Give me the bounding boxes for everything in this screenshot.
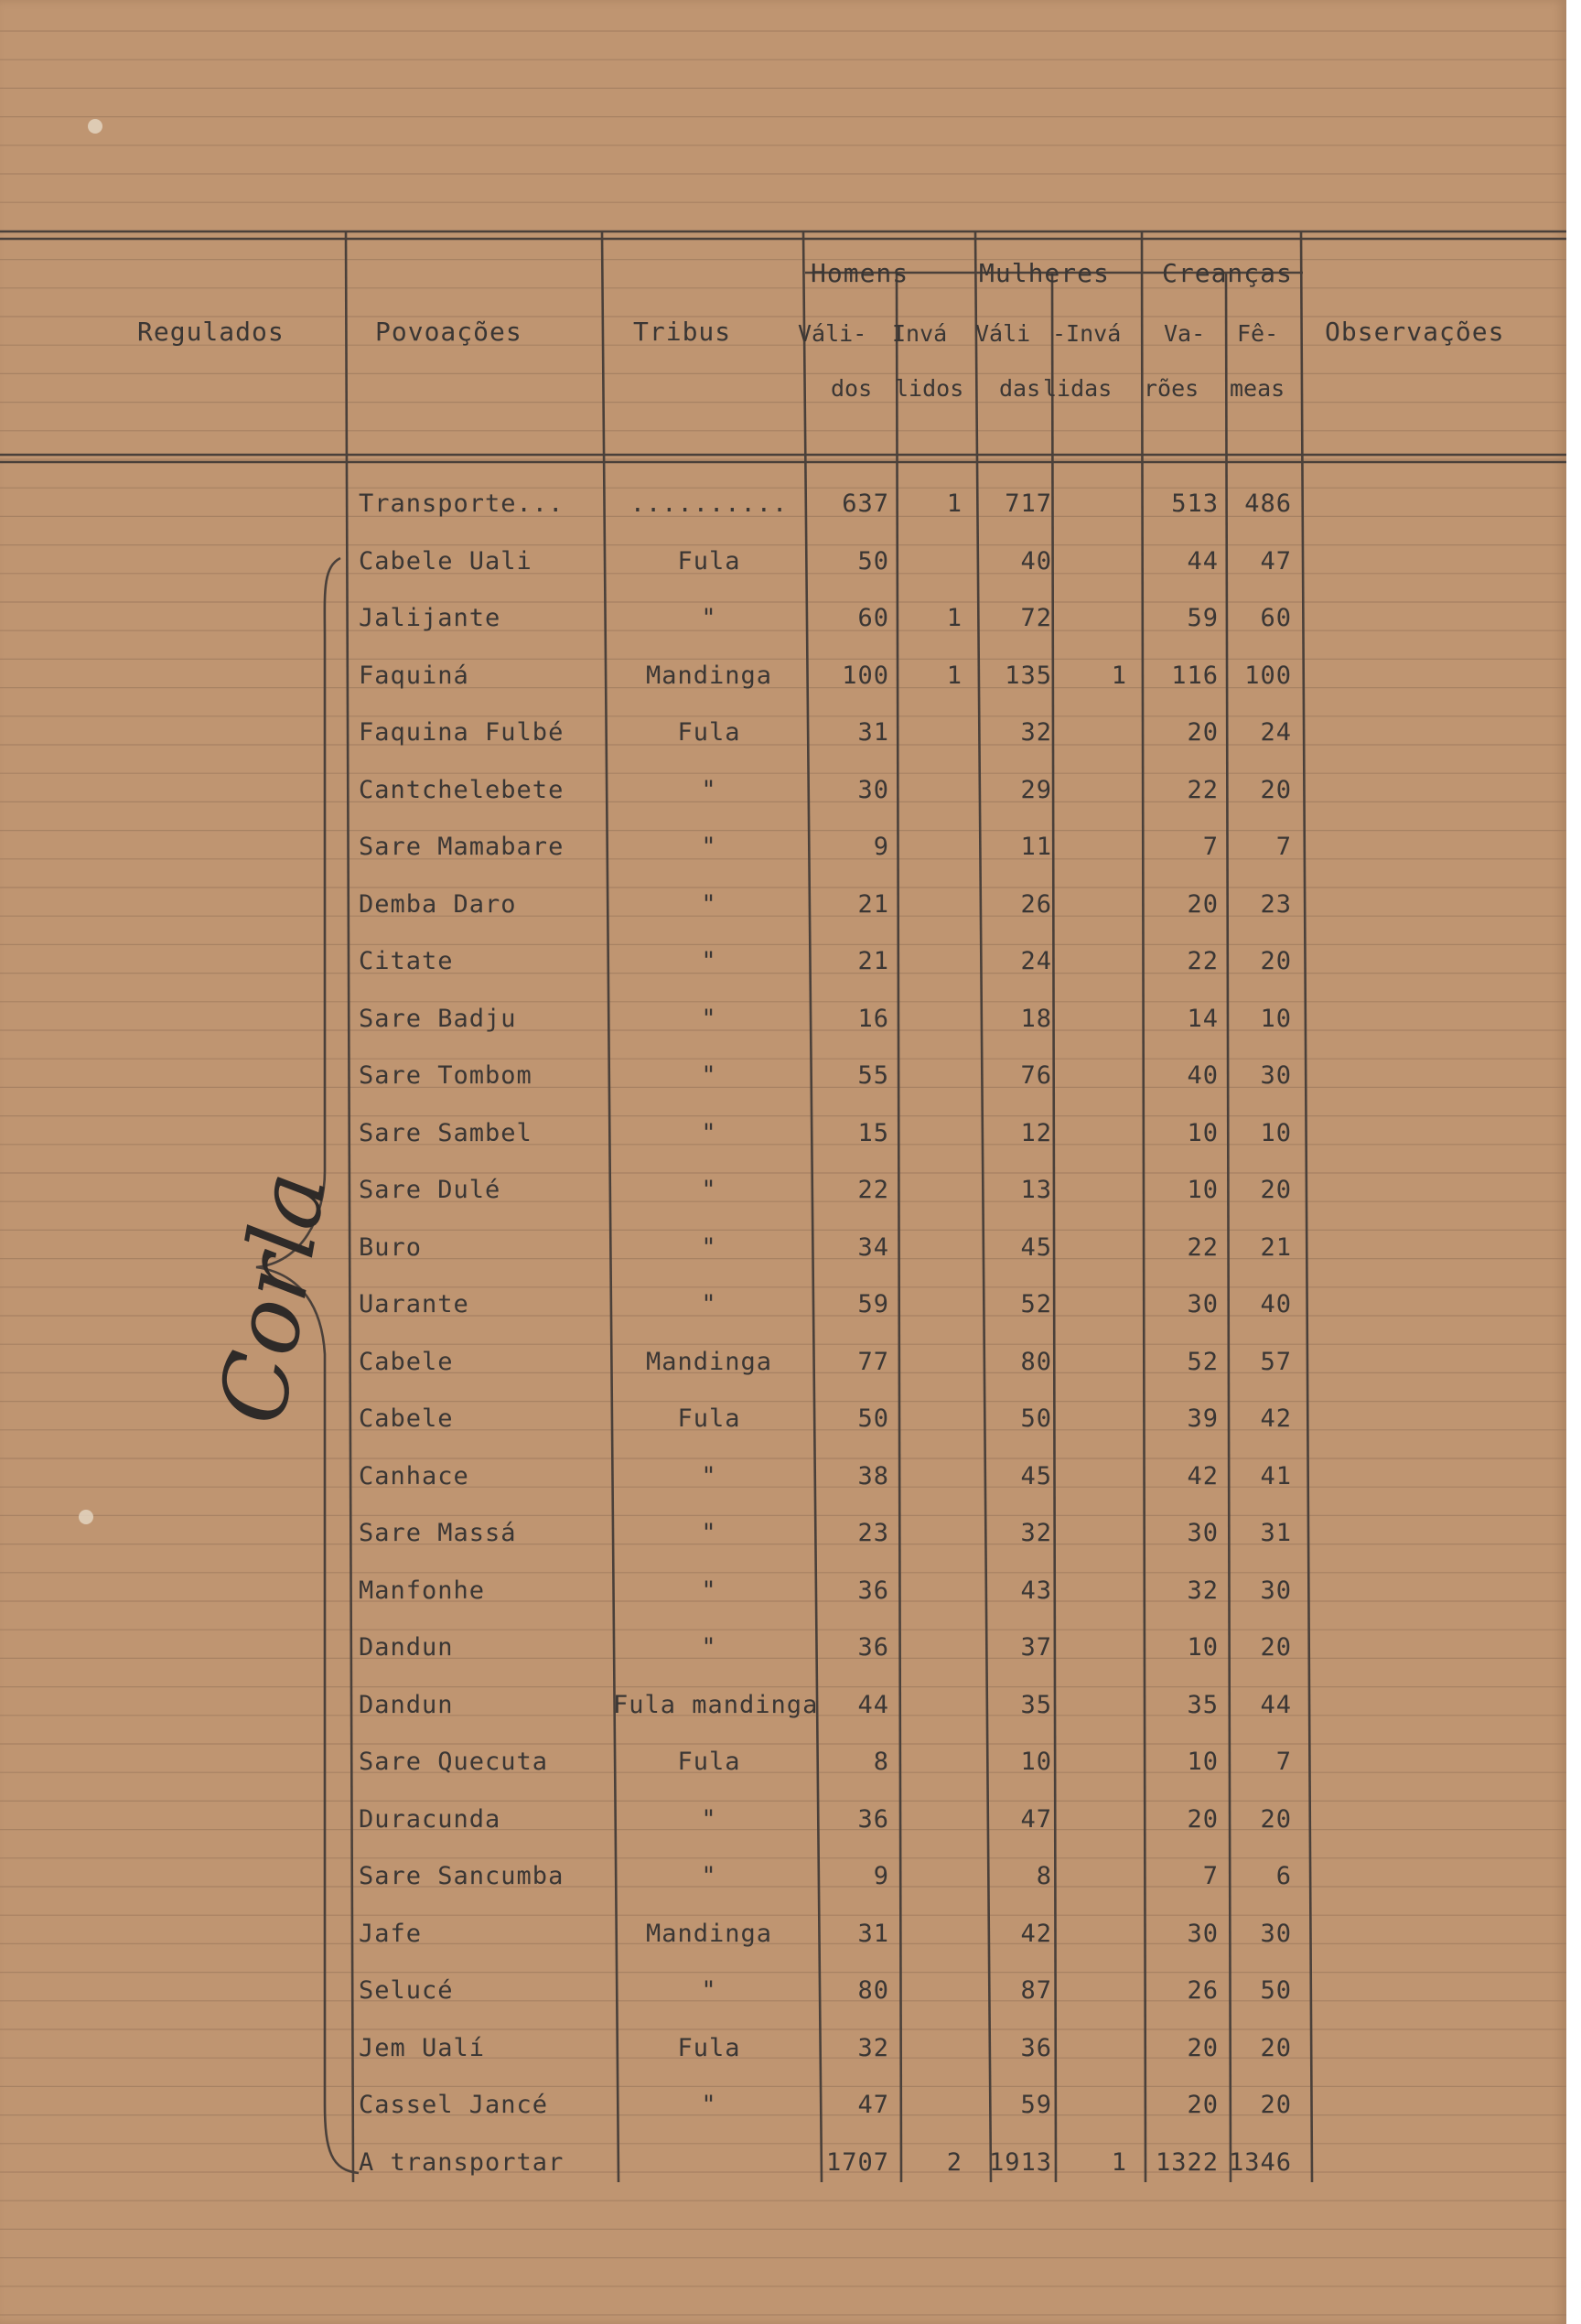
count-cell-cv: 22 xyxy=(1187,1232,1219,1262)
count-cell-hv: 60 xyxy=(857,604,889,632)
header-mulheres: Mulheres xyxy=(979,258,1110,288)
count-cell-cv: 14 xyxy=(1187,1004,1219,1033)
povoacao-cell: Sare Mamabare xyxy=(359,833,565,861)
count-cell-cv: 30 xyxy=(1187,1519,1219,1547)
paper-puncture-mark xyxy=(79,1510,93,1524)
count-cell-mi: 1 xyxy=(1111,2147,1127,2177)
count-cell-hv: 31 xyxy=(857,718,889,747)
count-cell-hv: 44 xyxy=(857,1690,889,1719)
count-cell-cf: 20 xyxy=(1260,1804,1292,1834)
header-femeas-1: Fê- xyxy=(1237,320,1279,347)
header-invalidas-1: -Invá xyxy=(1052,320,1122,347)
tribu-cell: " xyxy=(701,775,717,804)
count-cell-cv: 22 xyxy=(1187,775,1219,804)
count-cell-mv: 40 xyxy=(1020,546,1052,576)
count-cell-cv: 52 xyxy=(1187,1347,1219,1376)
count-cell-cv: 44 xyxy=(1187,546,1219,576)
count-cell-mi: 1 xyxy=(1111,661,1127,690)
povoacao-cell: A transportar xyxy=(359,2147,565,2177)
count-cell-mv: 8 xyxy=(1036,1862,1052,1890)
count-cell-cf: 10 xyxy=(1260,1118,1292,1147)
count-cell-mv: 42 xyxy=(1020,1919,1052,1948)
povoacao-cell: Cantchelebete xyxy=(359,775,565,804)
count-cell-mv: 47 xyxy=(1020,1804,1052,1834)
count-cell-cv: 32 xyxy=(1187,1576,1219,1605)
count-cell-mv: 76 xyxy=(1020,1061,1052,1090)
count-cell-cf: 40 xyxy=(1260,1290,1292,1318)
count-cell-hv: 36 xyxy=(857,1804,889,1834)
count-cell-cv: 40 xyxy=(1187,1061,1219,1090)
count-cell-mv: 135 xyxy=(1005,661,1052,690)
count-cell-hv: 36 xyxy=(857,1576,889,1605)
count-cell-hv: 31 xyxy=(857,1919,889,1948)
tribu-cell: " xyxy=(701,1004,717,1033)
count-cell-hv: 9 xyxy=(873,1862,889,1890)
tribu-cell: Fula xyxy=(677,1404,741,1433)
count-cell-cv: 42 xyxy=(1187,1461,1219,1490)
tribu-cell: Fula mandinga xyxy=(613,1690,819,1719)
count-cell-cf: 31 xyxy=(1260,1519,1292,1547)
count-cell-cv: 7 xyxy=(1202,1862,1219,1890)
count-cell-hv: 47 xyxy=(857,2091,889,2119)
povoacao-cell: Jalijante xyxy=(359,604,501,632)
header-invalidas-2: lidas xyxy=(1043,375,1113,402)
count-cell-hv: 50 xyxy=(857,1404,889,1433)
count-cell-cf: 57 xyxy=(1260,1347,1292,1376)
count-cell-hi: 1 xyxy=(946,490,963,518)
povoacao-cell: Manfonhe xyxy=(359,1576,486,1605)
count-cell-cv: 10 xyxy=(1187,1118,1219,1147)
header-homens: Homens xyxy=(811,258,909,288)
count-cell-mv: 13 xyxy=(1020,1176,1052,1204)
count-cell-cf: 23 xyxy=(1260,889,1292,919)
count-cell-cf: 7 xyxy=(1275,1748,1292,1776)
count-cell-cf: 60 xyxy=(1260,604,1292,632)
count-cell-cf: 24 xyxy=(1260,718,1292,747)
count-cell-cf: 20 xyxy=(1260,1176,1292,1204)
count-cell-mv: 35 xyxy=(1020,1690,1052,1719)
povoacao-cell: Sare Sambel xyxy=(359,1118,532,1147)
count-cell-cv: 59 xyxy=(1187,604,1219,632)
povoacao-cell: Sare Sancumba xyxy=(359,1862,565,1890)
tribu-cell: " xyxy=(701,947,717,975)
povoacao-cell: Faquiná xyxy=(359,661,469,690)
povoacao-cell: Cabele xyxy=(359,1347,454,1376)
tribu-cell: " xyxy=(701,1118,717,1147)
count-cell-hv: 34 xyxy=(857,1232,889,1262)
count-cell-cf: 20 xyxy=(1260,1633,1292,1662)
count-cell-hi: 2 xyxy=(946,2147,963,2177)
povoacao-cell: Sare Massá xyxy=(359,1519,517,1547)
count-cell-cv: 20 xyxy=(1187,2091,1219,2119)
header-varoes-2: rões xyxy=(1144,375,1199,402)
count-cell-cf: 50 xyxy=(1260,1976,1292,2005)
tribu-cell: " xyxy=(701,1862,717,1890)
count-cell-cf: 30 xyxy=(1260,1061,1292,1090)
povoacao-cell: Buro xyxy=(359,1232,423,1262)
header-regulados: Regulados xyxy=(137,317,285,347)
count-cell-hv: 59 xyxy=(857,1290,889,1318)
count-cell-mv: 1913 xyxy=(988,2147,1052,2177)
tribu-cell: " xyxy=(701,889,717,919)
count-cell-mv: 72 xyxy=(1020,604,1052,632)
count-cell-cv: 22 xyxy=(1187,947,1219,975)
header-varoes-1: Va- xyxy=(1164,320,1206,347)
count-cell-hv: 32 xyxy=(857,2033,889,2062)
count-cell-hv: 36 xyxy=(857,1633,889,1662)
count-cell-mv: 80 xyxy=(1020,1347,1052,1376)
povoacao-cell: Selucé xyxy=(359,1976,454,2005)
povoacao-cell: Dandun xyxy=(359,1690,454,1719)
count-cell-cf: 30 xyxy=(1260,1919,1292,1948)
tribu-cell: " xyxy=(701,1290,717,1318)
count-cell-cf: 486 xyxy=(1244,490,1292,518)
povoacao-cell: Cassel Jancé xyxy=(359,2091,549,2119)
count-cell-cv: 30 xyxy=(1187,1290,1219,1318)
count-cell-cf: 21 xyxy=(1260,1232,1292,1262)
count-cell-cv: 20 xyxy=(1187,1804,1219,1834)
count-cell-mv: 12 xyxy=(1020,1118,1052,1147)
count-cell-hv: 30 xyxy=(857,775,889,804)
count-cell-cv: 116 xyxy=(1171,661,1219,690)
tribu-cell: " xyxy=(701,1633,717,1662)
count-cell-cv: 513 xyxy=(1171,490,1219,518)
tribu-cell: Fula xyxy=(677,1748,741,1776)
tribu-cell: Mandinga xyxy=(645,1919,773,1948)
header-invalidos-1: Invá xyxy=(892,320,948,347)
tribu-cell: " xyxy=(701,833,717,861)
count-cell-mv: 45 xyxy=(1020,1461,1052,1490)
count-cell-mv: 87 xyxy=(1020,1976,1052,2005)
tribu-cell: " xyxy=(701,604,717,632)
count-cell-cv: 1322 xyxy=(1155,2147,1219,2177)
count-cell-cf: 20 xyxy=(1260,2091,1292,2119)
povoacao-cell: Citate xyxy=(359,947,454,975)
count-cell-hi: 1 xyxy=(946,661,963,690)
tribu-cell: .......... xyxy=(629,490,789,518)
count-cell-cf: 30 xyxy=(1260,1576,1292,1605)
count-cell-cf: 20 xyxy=(1260,775,1292,804)
count-cell-hv: 15 xyxy=(857,1118,889,1147)
tribu-cell: Mandinga xyxy=(645,1347,773,1376)
count-cell-mv: 10 xyxy=(1020,1748,1052,1776)
count-cell-hv: 9 xyxy=(873,833,889,861)
povoacao-cell: Cabele Uali xyxy=(359,546,532,576)
count-cell-cf: 100 xyxy=(1244,661,1292,690)
count-cell-mv: 50 xyxy=(1020,1404,1052,1433)
count-cell-mv: 37 xyxy=(1020,1633,1052,1662)
tribu-cell: " xyxy=(701,1061,717,1090)
count-cell-cf: 6 xyxy=(1275,1862,1292,1890)
count-cell-cv: 7 xyxy=(1202,833,1219,861)
paper-puncture-mark xyxy=(88,119,102,134)
count-cell-hv: 22 xyxy=(857,1176,889,1204)
count-cell-hv: 637 xyxy=(842,490,889,518)
count-cell-cf: 20 xyxy=(1260,947,1292,975)
header-validos-2: dos xyxy=(831,375,873,402)
header-povoacoes: Povoações xyxy=(375,317,522,347)
povoacao-cell: Sare Badju xyxy=(359,1004,517,1033)
header-validos-1: Váli- xyxy=(798,320,867,347)
count-cell-cv: 26 xyxy=(1187,1976,1219,2005)
count-cell-mv: 32 xyxy=(1020,1519,1052,1547)
header-femeas-2: meas xyxy=(1230,375,1285,402)
tribu-cell: Fula xyxy=(677,718,741,747)
tribu-cell: " xyxy=(701,1232,717,1262)
tribu-cell: " xyxy=(701,1176,717,1204)
povoacao-cell: Jafe xyxy=(359,1919,423,1948)
tribu-cell: " xyxy=(701,1576,717,1605)
povoacao-cell: Transporte... xyxy=(359,490,565,518)
header-validas-1: Váli xyxy=(975,320,1031,347)
tribu-cell: " xyxy=(701,2091,717,2119)
count-cell-cv: 20 xyxy=(1187,718,1219,747)
povoacao-cell: Demba Daro xyxy=(359,889,517,919)
count-cell-mv: 43 xyxy=(1020,1576,1052,1605)
header-observacoes: Observações xyxy=(1325,317,1505,347)
povoacao-cell: Dandun xyxy=(359,1633,454,1662)
count-cell-hv: 21 xyxy=(857,889,889,919)
povoacao-cell: Canhace xyxy=(359,1461,469,1490)
povoacao-cell: Uarante xyxy=(359,1290,469,1318)
tribu-cell: Fula xyxy=(677,546,741,576)
header-invalidos-2: lidos xyxy=(895,375,964,402)
count-cell-mv: 26 xyxy=(1020,889,1052,919)
count-cell-cv: 20 xyxy=(1187,2033,1219,2062)
count-cell-hv: 100 xyxy=(842,661,889,690)
count-cell-cv: 10 xyxy=(1187,1748,1219,1776)
count-cell-hv: 8 xyxy=(873,1748,889,1776)
count-cell-cf: 7 xyxy=(1275,833,1292,861)
tribu-cell: Fula xyxy=(677,2033,741,2062)
count-cell-mv: 32 xyxy=(1020,718,1052,747)
tribu-cell: Mandinga xyxy=(645,661,773,690)
regulado-handwritten-label: Corla xyxy=(198,1164,348,1432)
count-cell-cf: 1346 xyxy=(1228,2147,1292,2177)
tribu-cell: " xyxy=(701,1461,717,1490)
count-cell-cf: 42 xyxy=(1260,1404,1292,1433)
count-cell-hi: 1 xyxy=(946,604,963,632)
count-cell-mv: 45 xyxy=(1020,1232,1052,1262)
count-cell-hv: 1707 xyxy=(825,2147,889,2177)
tribu-cell: " xyxy=(701,1976,717,2005)
count-cell-cv: 10 xyxy=(1187,1633,1219,1662)
count-cell-mv: 24 xyxy=(1020,947,1052,975)
count-cell-hv: 50 xyxy=(857,546,889,576)
count-cell-cv: 35 xyxy=(1187,1690,1219,1719)
tribu-cell: " xyxy=(701,1804,717,1834)
povoacao-cell: Jem Ualí xyxy=(359,2033,486,2062)
count-cell-hv: 77 xyxy=(857,1347,889,1376)
povoacao-cell: Sare Dulé xyxy=(359,1176,501,1204)
count-cell-hv: 21 xyxy=(857,947,889,975)
header-creancas: Creanças xyxy=(1162,258,1293,288)
povoacao-cell: Sare Tombom xyxy=(359,1061,532,1090)
count-cell-cf: 20 xyxy=(1260,2033,1292,2062)
count-cell-mv: 11 xyxy=(1020,833,1052,861)
count-cell-cv: 20 xyxy=(1187,889,1219,919)
count-cell-hv: 55 xyxy=(857,1061,889,1090)
count-cell-cv: 39 xyxy=(1187,1404,1219,1433)
count-cell-hv: 80 xyxy=(857,1976,889,2005)
count-cell-cv: 10 xyxy=(1187,1176,1219,1204)
count-cell-hv: 23 xyxy=(857,1519,889,1547)
count-cell-cf: 44 xyxy=(1260,1690,1292,1719)
header-tribus: Tribus xyxy=(633,317,732,347)
povoacao-cell: Cabele xyxy=(359,1404,454,1433)
povoacao-cell: Faquina Fulbé xyxy=(359,718,565,747)
header-validas-2: das xyxy=(999,375,1041,402)
count-cell-mv: 18 xyxy=(1020,1004,1052,1033)
count-cell-cf: 47 xyxy=(1260,546,1292,576)
count-cell-hv: 16 xyxy=(857,1004,889,1033)
count-cell-hv: 38 xyxy=(857,1461,889,1490)
povoacao-cell: Duracunda xyxy=(359,1804,501,1834)
count-cell-cf: 10 xyxy=(1260,1004,1292,1033)
count-cell-cv: 30 xyxy=(1187,1919,1219,1948)
count-cell-cf: 41 xyxy=(1260,1461,1292,1490)
count-cell-mv: 29 xyxy=(1020,775,1052,804)
povoacao-cell: Sare Quecuta xyxy=(359,1748,549,1776)
count-cell-mv: 59 xyxy=(1020,2091,1052,2119)
tribu-cell: " xyxy=(701,1519,717,1547)
count-cell-mv: 52 xyxy=(1020,1290,1052,1318)
count-cell-mv: 717 xyxy=(1005,490,1052,518)
count-cell-mv: 36 xyxy=(1020,2033,1052,2062)
